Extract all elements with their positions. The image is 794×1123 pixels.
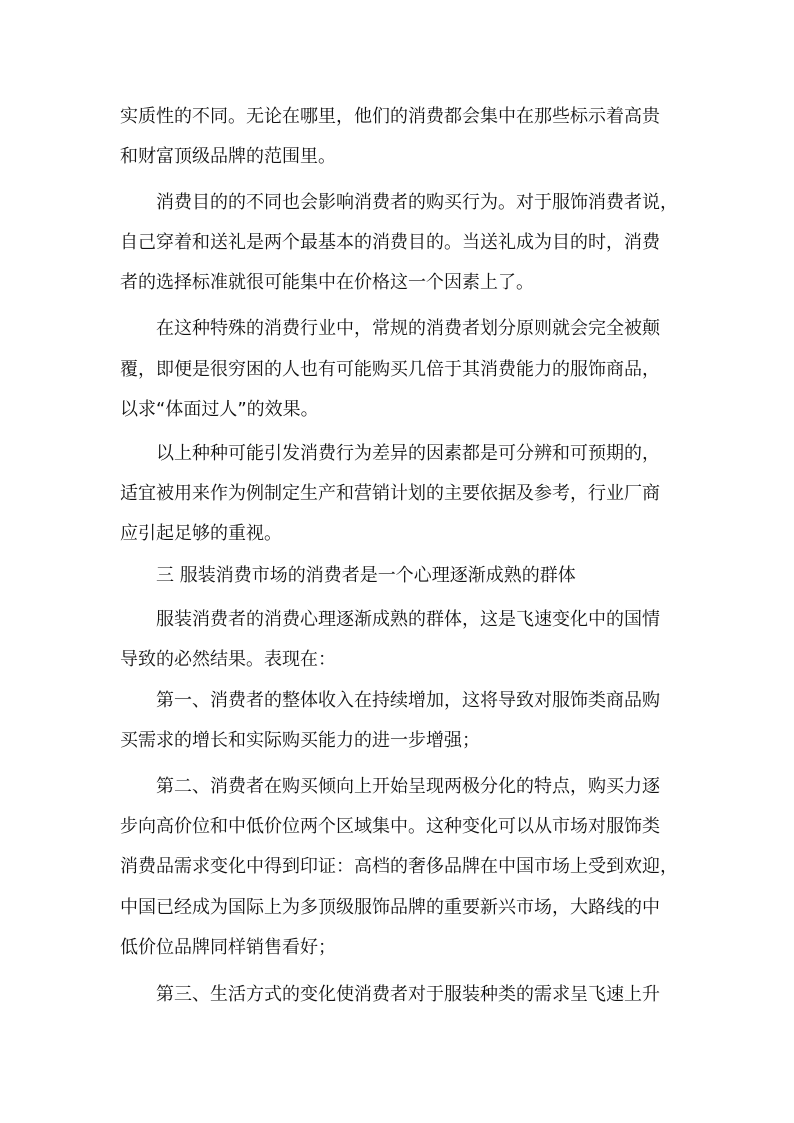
paragraph-first-line: 第二、消费者在购买倾向上开始呈现两极分化的特点，购买力逐 [156,776,660,797]
text-line: 实质性的不同。无论在哪里，他们的消费都会集中在那些标示着高贵 [120,106,660,127]
text-line: 覆，即便是很穷困的人也有可能购买几倍于其消费能力的服饰商品， [120,359,660,380]
text-line: 消费品需求变化中得到印证：高档的奢侈品牌在中国市场上受到欢迎， [120,856,678,877]
text-line: 买需求的增长和实际购买能力的进一步增强； [120,730,480,751]
text-line: 低价位品牌同样销售看好； [120,937,336,958]
paragraph-first-line: 第一、消费者的整体收入在持续增加，这将导致对服饰类商品购 [156,690,660,711]
text-line: 步向高价位和中低价位两个区域集中。这种变化可以从市场对服饰类 [120,816,660,837]
text-line: 适宜被用来作为例制定生产和营销计划的主要依据及参考，行业厂商 [120,483,660,504]
text-line: 者的选择标准就很可能集中在价格这一个因素上了。 [120,272,534,293]
text-line: 以求“体面过人”的效果。 [120,399,319,420]
section-heading: 三 服装消费市场的消费者是一个心理逐渐成熟的群体 [156,565,576,586]
text-line: 自己穿着和送礼是两个最基本的消费目的。当送礼成为目的时，消费 [120,232,660,253]
paragraph-first-line: 服装消费者的消费心理逐渐成熟的群体，这是飞速变化中的国情 [156,609,660,630]
paragraph-first-line: 以上种种可能引发消费行为差异的因素都是可分辨和可预期的， [156,443,660,464]
paragraph-first-line: 在这种特殊的消费行业中，常规的消费者划分原则就会完全被颠 [156,318,660,339]
text-line: 导致的必然结果。表现在： [120,649,336,670]
text-line: 中国已经成为国际上为多顶级服饰品牌的重要新兴市场，大路线的中 [120,897,660,918]
text-line: 应引起足够的重视。 [120,523,282,544]
paragraph-first-line: 第三、生活方式的变化使消费者对于服装种类的需求呈飞速上升 [156,984,660,1005]
text-line: 和财富顶级品牌的范围里。 [120,146,336,167]
paragraph-first-line: 消费目的的不同也会影响消费者的购买行为。对于服饰消费者说， [156,192,678,213]
